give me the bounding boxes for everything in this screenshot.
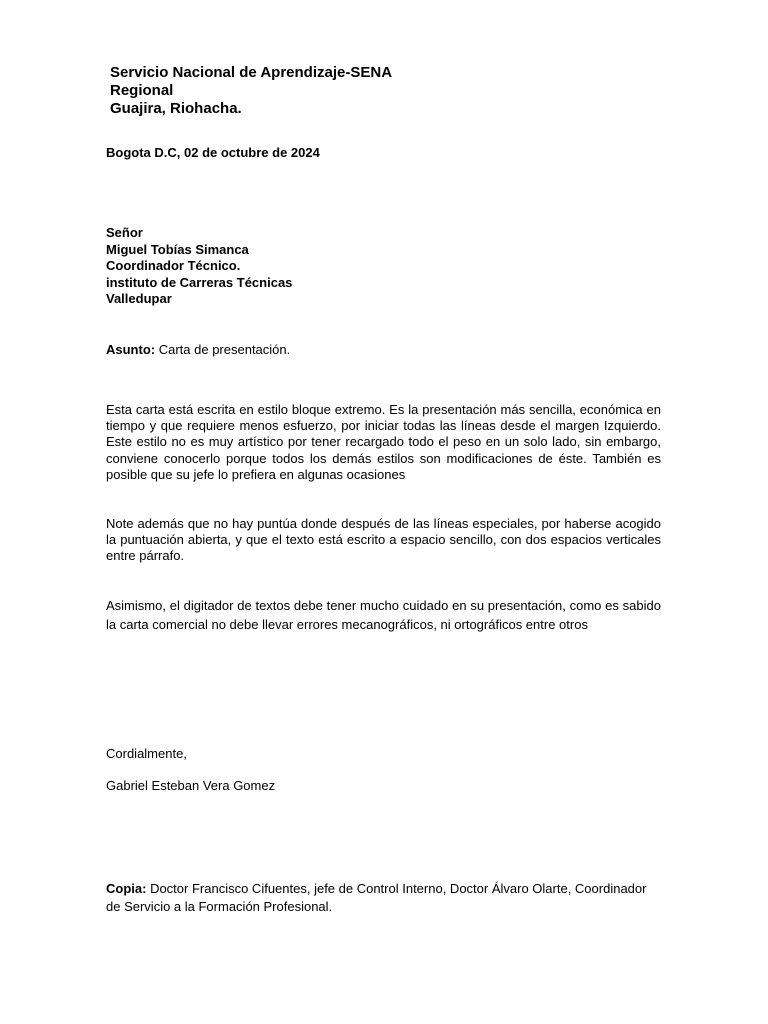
- letter-date: Bogota D.C, 02 de octubre de 2024: [106, 145, 320, 160]
- signer-name: Gabriel Esteban Vera Gomez: [106, 778, 276, 793]
- body-paragraph-1: Esta carta está escrita en estilo bloque extremo. Es la presentación más sencilla, económica en tiempo y que requiere menos esfuerzo, por iniciar todas las líneas desde el margen Izquierdo. Este estilo no es muy artístico por tener recargado todo el peso en un solo lado, sin embargo, conviene conocerlo porque todos los demás estilos son modificaciones de éste. También es posible que su jefe lo prefiera en algunas ocasiones: [106, 402, 661, 482]
- recipient-name: Miguel Tobías Simanca: [106, 241, 249, 257]
- closing: Cordialmente,: [106, 746, 187, 761]
- copy-line: [106, 880, 661, 916]
- letterhead-regional: Regional: [110, 82, 174, 99]
- subject-line: [106, 341, 661, 358]
- body-paragraph-3: Asimismo, el digitador de textos debe tener mucho cuidado en su presentación, como es sabido la carta comercial no debe llevar errores mecanográficos, ni ortográficos entre otros: [106, 598, 661, 632]
- recipient-city: Valledupar: [106, 291, 172, 307]
- body-paragraph-2: Note además que no hay puntúa donde después de las líneas especiales, por haberse acogido la puntuación abierta, y que el texto está escrito a espacio sencillo, con dos espacios verticales entre párrafo.: [106, 516, 661, 564]
- copy-text: Doctor Francisco Cifuentes, jefe de Control Interno, Doctor Álvaro Olarte, Coordinador de Servicio a la Formación Profesional.: [106, 881, 647, 914]
- subject-text: Carta de presentación.: [155, 342, 291, 357]
- letterhead-institution: Servicio Nacional de Aprendizaje-SENA: [110, 64, 393, 81]
- copy-label: Copia:: [106, 881, 147, 896]
- recipient-title: Coordinador Técnico.: [106, 258, 241, 274]
- recipient-salutation: Señor: [106, 225, 143, 240]
- subject-label: Asunto:: [106, 342, 156, 357]
- letterhead-location: Guajira, Riohacha.: [110, 100, 242, 117]
- letterhead: [110, 64, 665, 118]
- recipient-block: [106, 225, 661, 308]
- recipient-institution: instituto de Carreras Técnicas: [106, 274, 293, 290]
